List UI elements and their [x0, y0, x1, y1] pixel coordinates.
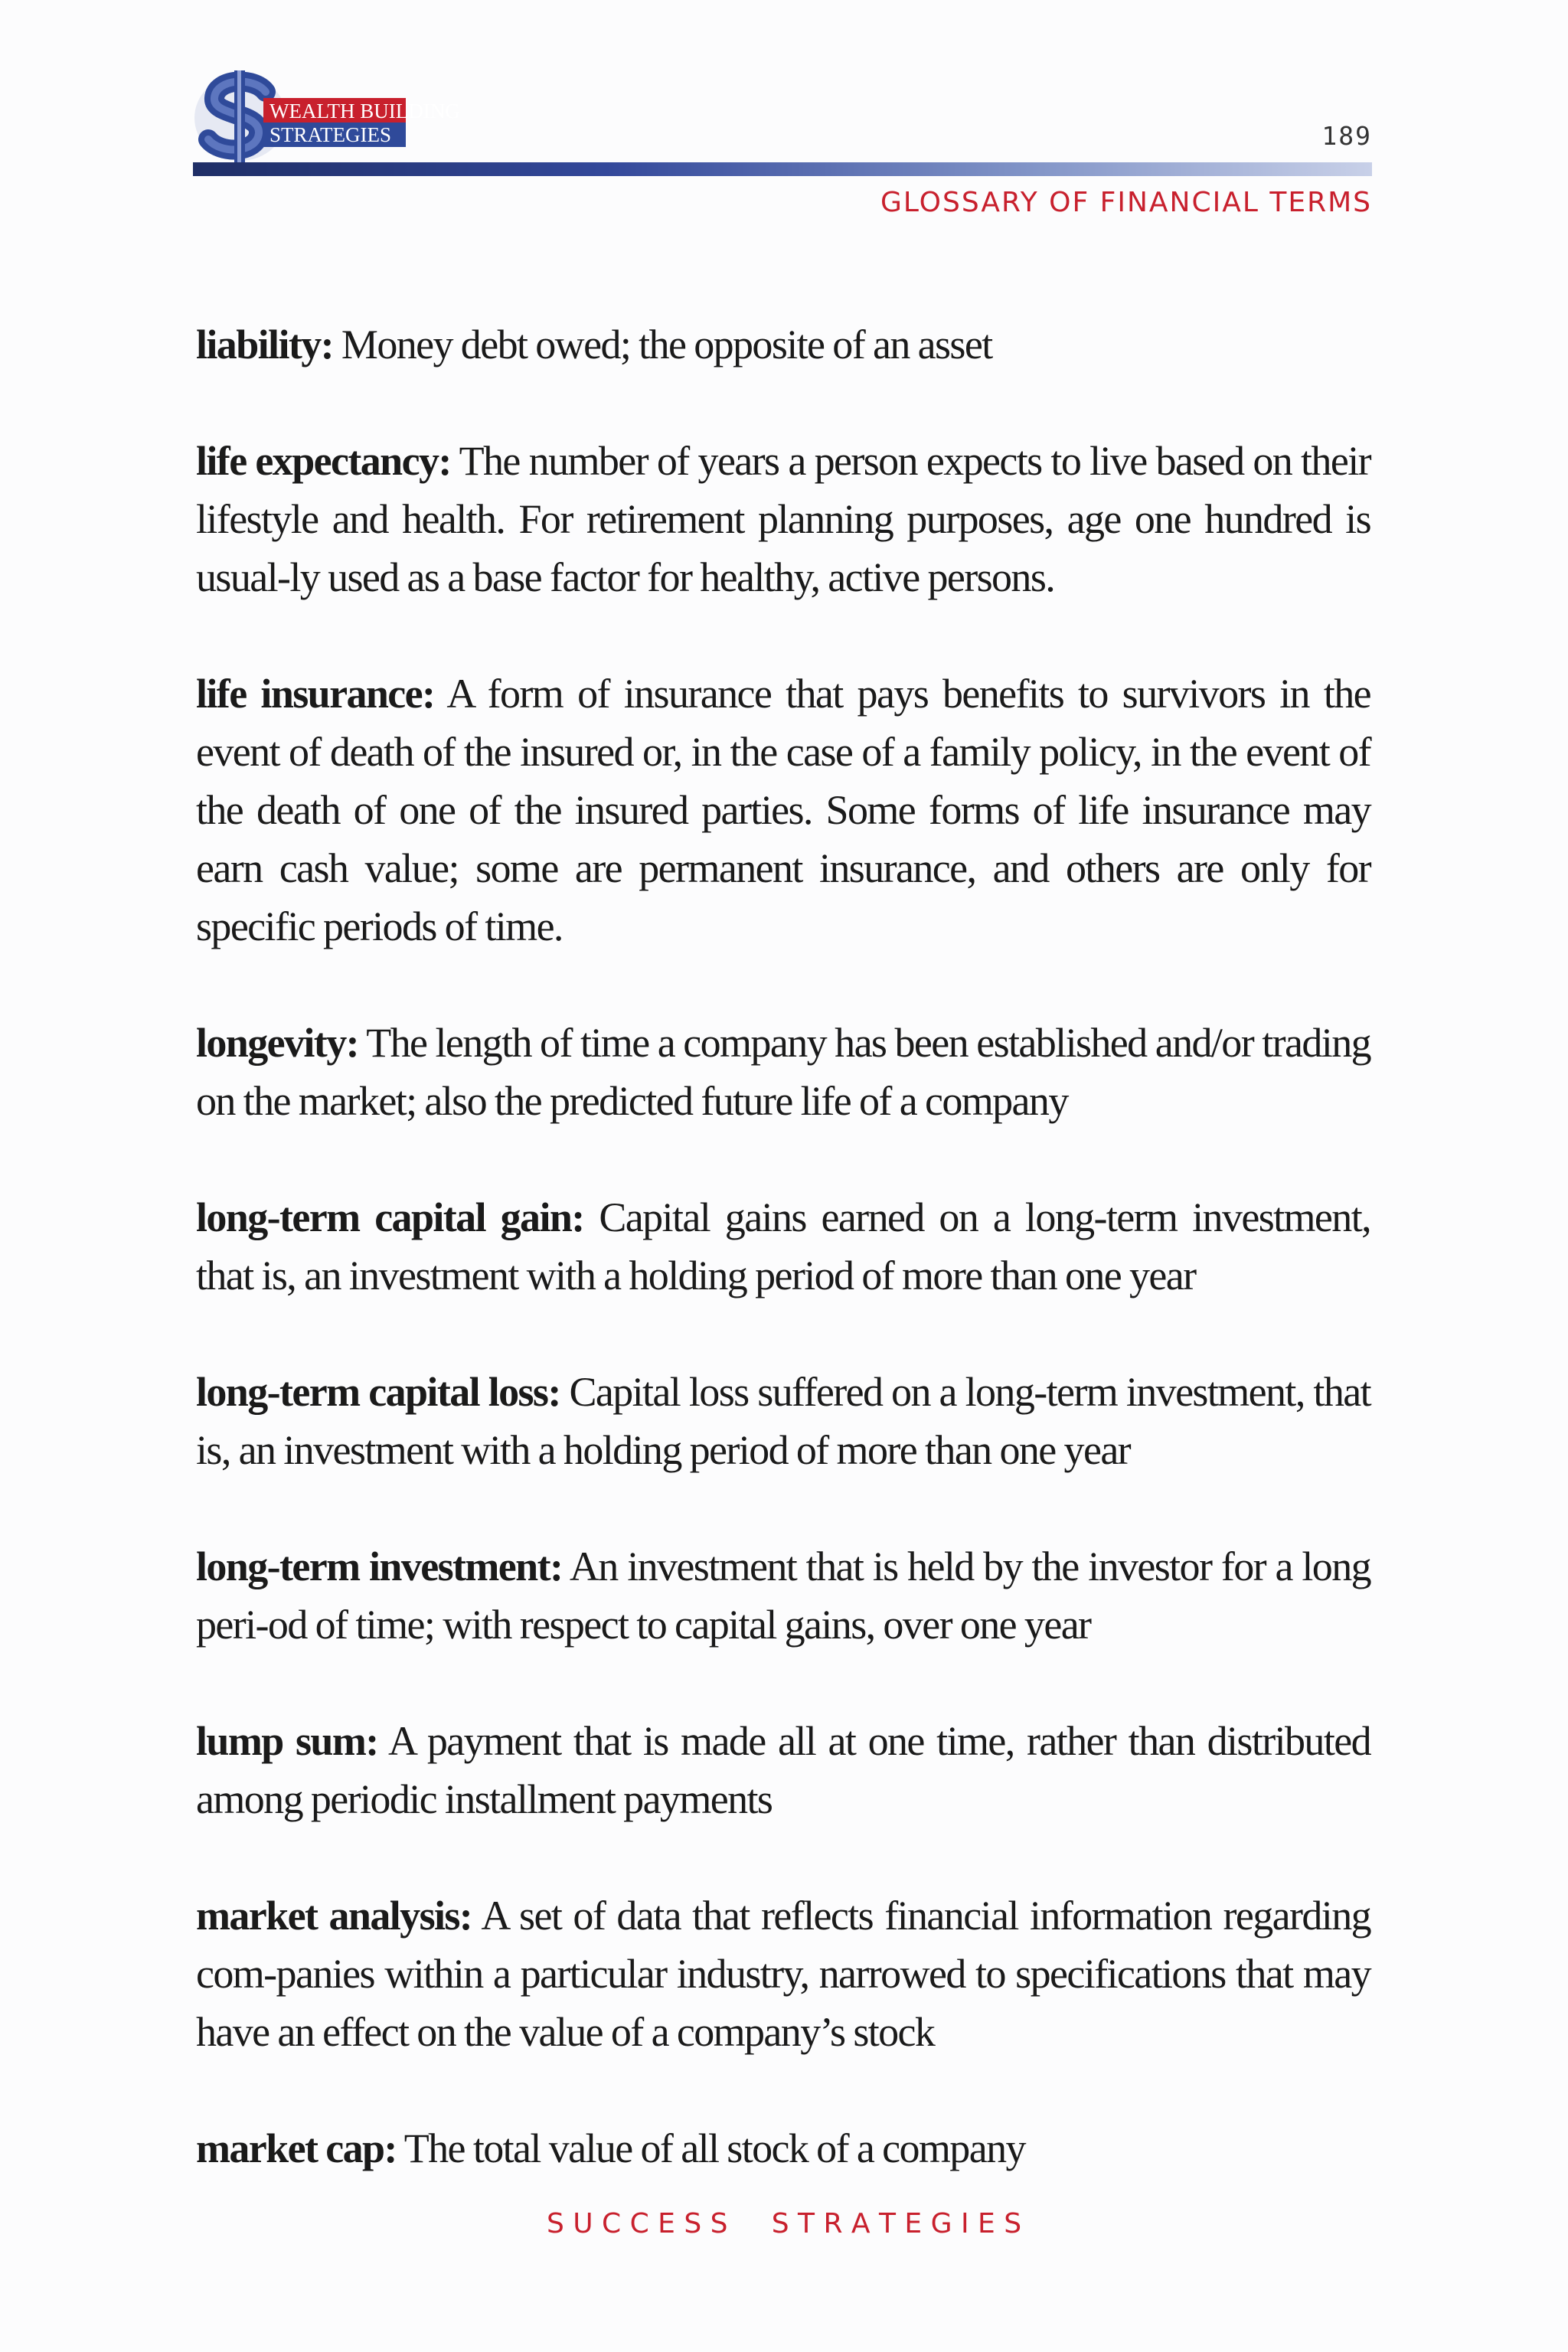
glossary-term: life insurance: — [196, 671, 435, 717]
glossary-term: longevity: — [196, 1020, 358, 1066]
glossary-definition: A form of insurance that pays benefits to survivors in the event of death of the insured or, in the case of a family policy, in the event of the death of one of the insured parties. Some forms of life insurance may earn cash value; some are permanent insurance, and others are only for specific periods of time. — [196, 671, 1370, 949]
wealth-building-strategies-logo — [193, 69, 460, 168]
glossary-term: long-term capital loss: — [196, 1369, 560, 1415]
glossary-entry — [196, 1014, 1370, 1130]
glossary-entry — [196, 1712, 1370, 1828]
glossary-term: long-term investment: — [196, 1544, 563, 1589]
glossary-definition: A payment that is made all at one time, rather than distributed among periodic installment payments — [196, 1718, 1370, 1822]
glossary-definition: Capital loss suffered on a long-term investment, that is, an investment with a holding period of more than one year — [196, 1369, 1370, 1473]
glossary-term: long-term capital gain: — [196, 1194, 584, 1240]
glossary-definition: Capital gains earned on a long-term investment, that is, an investment with a holding period of more than one year — [196, 1194, 1370, 1298]
glossary-term: liability: — [196, 322, 334, 368]
glossary-entry — [196, 432, 1370, 606]
glossary-entry — [196, 2119, 1370, 2177]
glossary-term: market analysis: — [196, 1893, 472, 1939]
glossary-entry — [196, 1188, 1370, 1305]
glossary-entry — [196, 1363, 1370, 1479]
glossary-entry — [196, 665, 1370, 956]
glossary-term: lump sum: — [196, 1718, 378, 1764]
glossary-term: life expectancy: — [196, 438, 451, 484]
glossary-definition: A set of data that reflects financial information regarding com-panies within a particular industry, narrowed to specifications that may have an effect on the value of a company’s stock — [196, 1893, 1370, 2055]
logo-line2: STRATEGIES — [270, 123, 392, 146]
glossary-list — [196, 315, 1370, 2236]
section-title: GLOSSARY OF FINANCIAL TERMS — [880, 187, 1372, 218]
glossary-definition: Money debt owed; the opposite of an asset — [341, 322, 992, 368]
glossary-term: market cap: — [196, 2125, 397, 2171]
page-number: 189 — [1321, 121, 1372, 151]
glossary-definition: The total value of all stock of a company — [403, 2125, 1025, 2171]
glossary-definition: The number of years a person expects to live based on their lifestyle and health. For retirement planning purposes, age one hundred is usual-ly used as a base factor for healthy, active persons. — [196, 438, 1370, 600]
logo-line1: WEALTH BUILDING — [270, 100, 460, 122]
glossary-entry — [196, 1537, 1370, 1654]
glossary-definition: An investment that is held by the investor for a long peri-od of time; with respect to capital gains, over one year — [196, 1544, 1370, 1648]
glossary-definition: The length of time a company has been established and/or trading on the market; also the predicted future life of a company — [196, 1020, 1370, 1124]
header-divider — [193, 162, 1372, 176]
glossary-entry — [196, 1886, 1370, 2061]
glossary-entry — [196, 315, 1370, 374]
footer-series-title: S U C C E S S S T R A T E G I E S — [546, 2208, 1022, 2239]
